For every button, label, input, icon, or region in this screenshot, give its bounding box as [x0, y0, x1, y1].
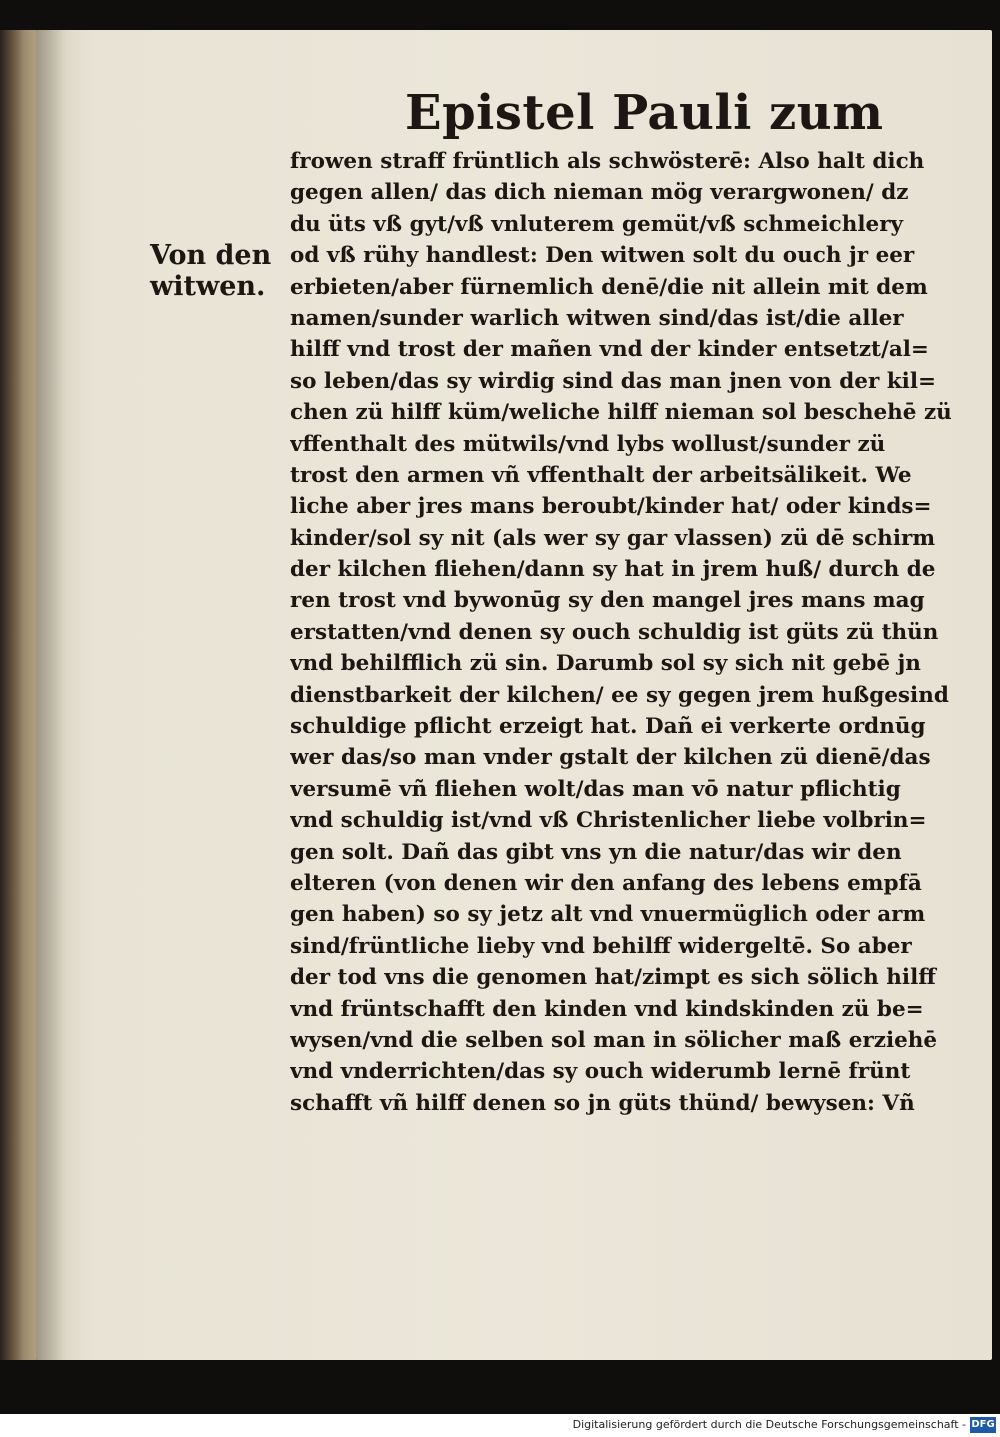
- text-line: wer das/so man vnder gstalt der kilchen zü dienē/das: [290, 745, 931, 771]
- text-line: der tod vns die genomen hat/zimpt es sich sölich hilff: [290, 965, 936, 991]
- text-line: gen solt. Dañ das gibt vns yn die natur/das wir den: [290, 839, 902, 865]
- text-line: der kilchen fliehen/dann sy hat in jrem huß/ durch de: [290, 557, 936, 583]
- text-line: namen/sunder warlich witwen sind/das ist/die aller: [290, 305, 904, 331]
- text-line: ren trost vnd bywonūg sy den mangel jres mans mag: [290, 588, 925, 614]
- text-line: gen haben) so sy jetz alt vnd vnuermüglich oder arm: [290, 902, 926, 928]
- footer-bar: [0, 1414, 1000, 1437]
- text-line: elteren (von denen wir den anfang des lebens empfā: [290, 870, 922, 896]
- text-line: chen zü hilff küm/weliche hilff nieman sol beschehē zü: [290, 400, 952, 426]
- text-line: so leben/das sy wirdig sind das man jnen von der kil=: [290, 368, 937, 394]
- text-line: schuldige pflicht erzeigt hat. Dañ ei verkerte ordnūg: [290, 714, 926, 740]
- body-text: [290, 146, 962, 1119]
- text-line: wysen/vnd die selben sol man in sölicher maß erziehē: [290, 1027, 938, 1053]
- text-line: vnd vnderrichten/das sy ouch widerumb lernē frünt: [290, 1059, 911, 1085]
- book-edge: [0, 30, 40, 1360]
- text-line: dienstbarkeit der kilchen/ ee sy gegen jrem hußgesind: [290, 682, 949, 708]
- text-line: frowen straff früntlich als schwösterē: Also halt dich: [290, 149, 925, 174]
- funding-credit: Digitalisierung gefördert durch die Deutsche Forschungsgemeinschaft -: [572, 1418, 966, 1431]
- text-line: gegen allen/ das dich nieman mög verargwonen/ dz: [290, 180, 909, 206]
- text-line: vnd früntschafft den kinden vnd kindskinden zü be=: [290, 996, 924, 1022]
- text-line: du üts vß gyt/vß vnluterem gemüt/vß schmeichlery: [290, 211, 904, 237]
- text-line: schafft vñ hilff denen so jn güts thünd/ bewysen: Vñ: [290, 1090, 915, 1116]
- marginal-note-line: witwen.: [150, 271, 266, 302]
- text-line: od vß rühy handlest: Den witwen solt du ouch jr eer: [290, 243, 915, 269]
- text-line: versumē vñ fliehen wolt/das man vō natur pflichtig: [290, 776, 901, 802]
- text-line: liche aber jres mans beroubt/kinder hat/ oder kinds=: [290, 494, 932, 520]
- text-line: erstatten/vnd denen sy ouch schuldig ist güts zü thün: [290, 619, 939, 645]
- text-line: erbieten/aber fürnemlich denē/die nit allein mit dem: [290, 274, 928, 300]
- text-line: kinder/sol sy nit (als wer sy gar vlassen) zü dē schirm: [290, 525, 936, 551]
- text-line: vnd behilfflich zü sin. Darumb sol sy sich nit gebē jn: [290, 651, 921, 677]
- text-line: hilff vnd trost der mañen vnd der kinder entsetzt/al=: [290, 337, 929, 363]
- page-gutter-shadow: [36, 30, 66, 1360]
- page-heading: Epistel Pauli zum: [405, 85, 884, 141]
- marginal-note: [150, 240, 290, 302]
- text-line: vnd schuldig ist/vnd vß Christenlicher liebe volbrin=: [290, 808, 927, 834]
- text-line: trost den armen vñ vffenthalt der arbeitsälikeit. We: [290, 462, 912, 488]
- marginal-note-line: Von den: [150, 240, 272, 271]
- text-line: sind/früntliche lieby vnd behilff widergeltē. So aber: [290, 933, 912, 959]
- dfg-logo-icon: DFG: [970, 1417, 996, 1433]
- text-line: vffenthalt des mütwils/vnd lybs wollust/sunder zü: [290, 431, 886, 457]
